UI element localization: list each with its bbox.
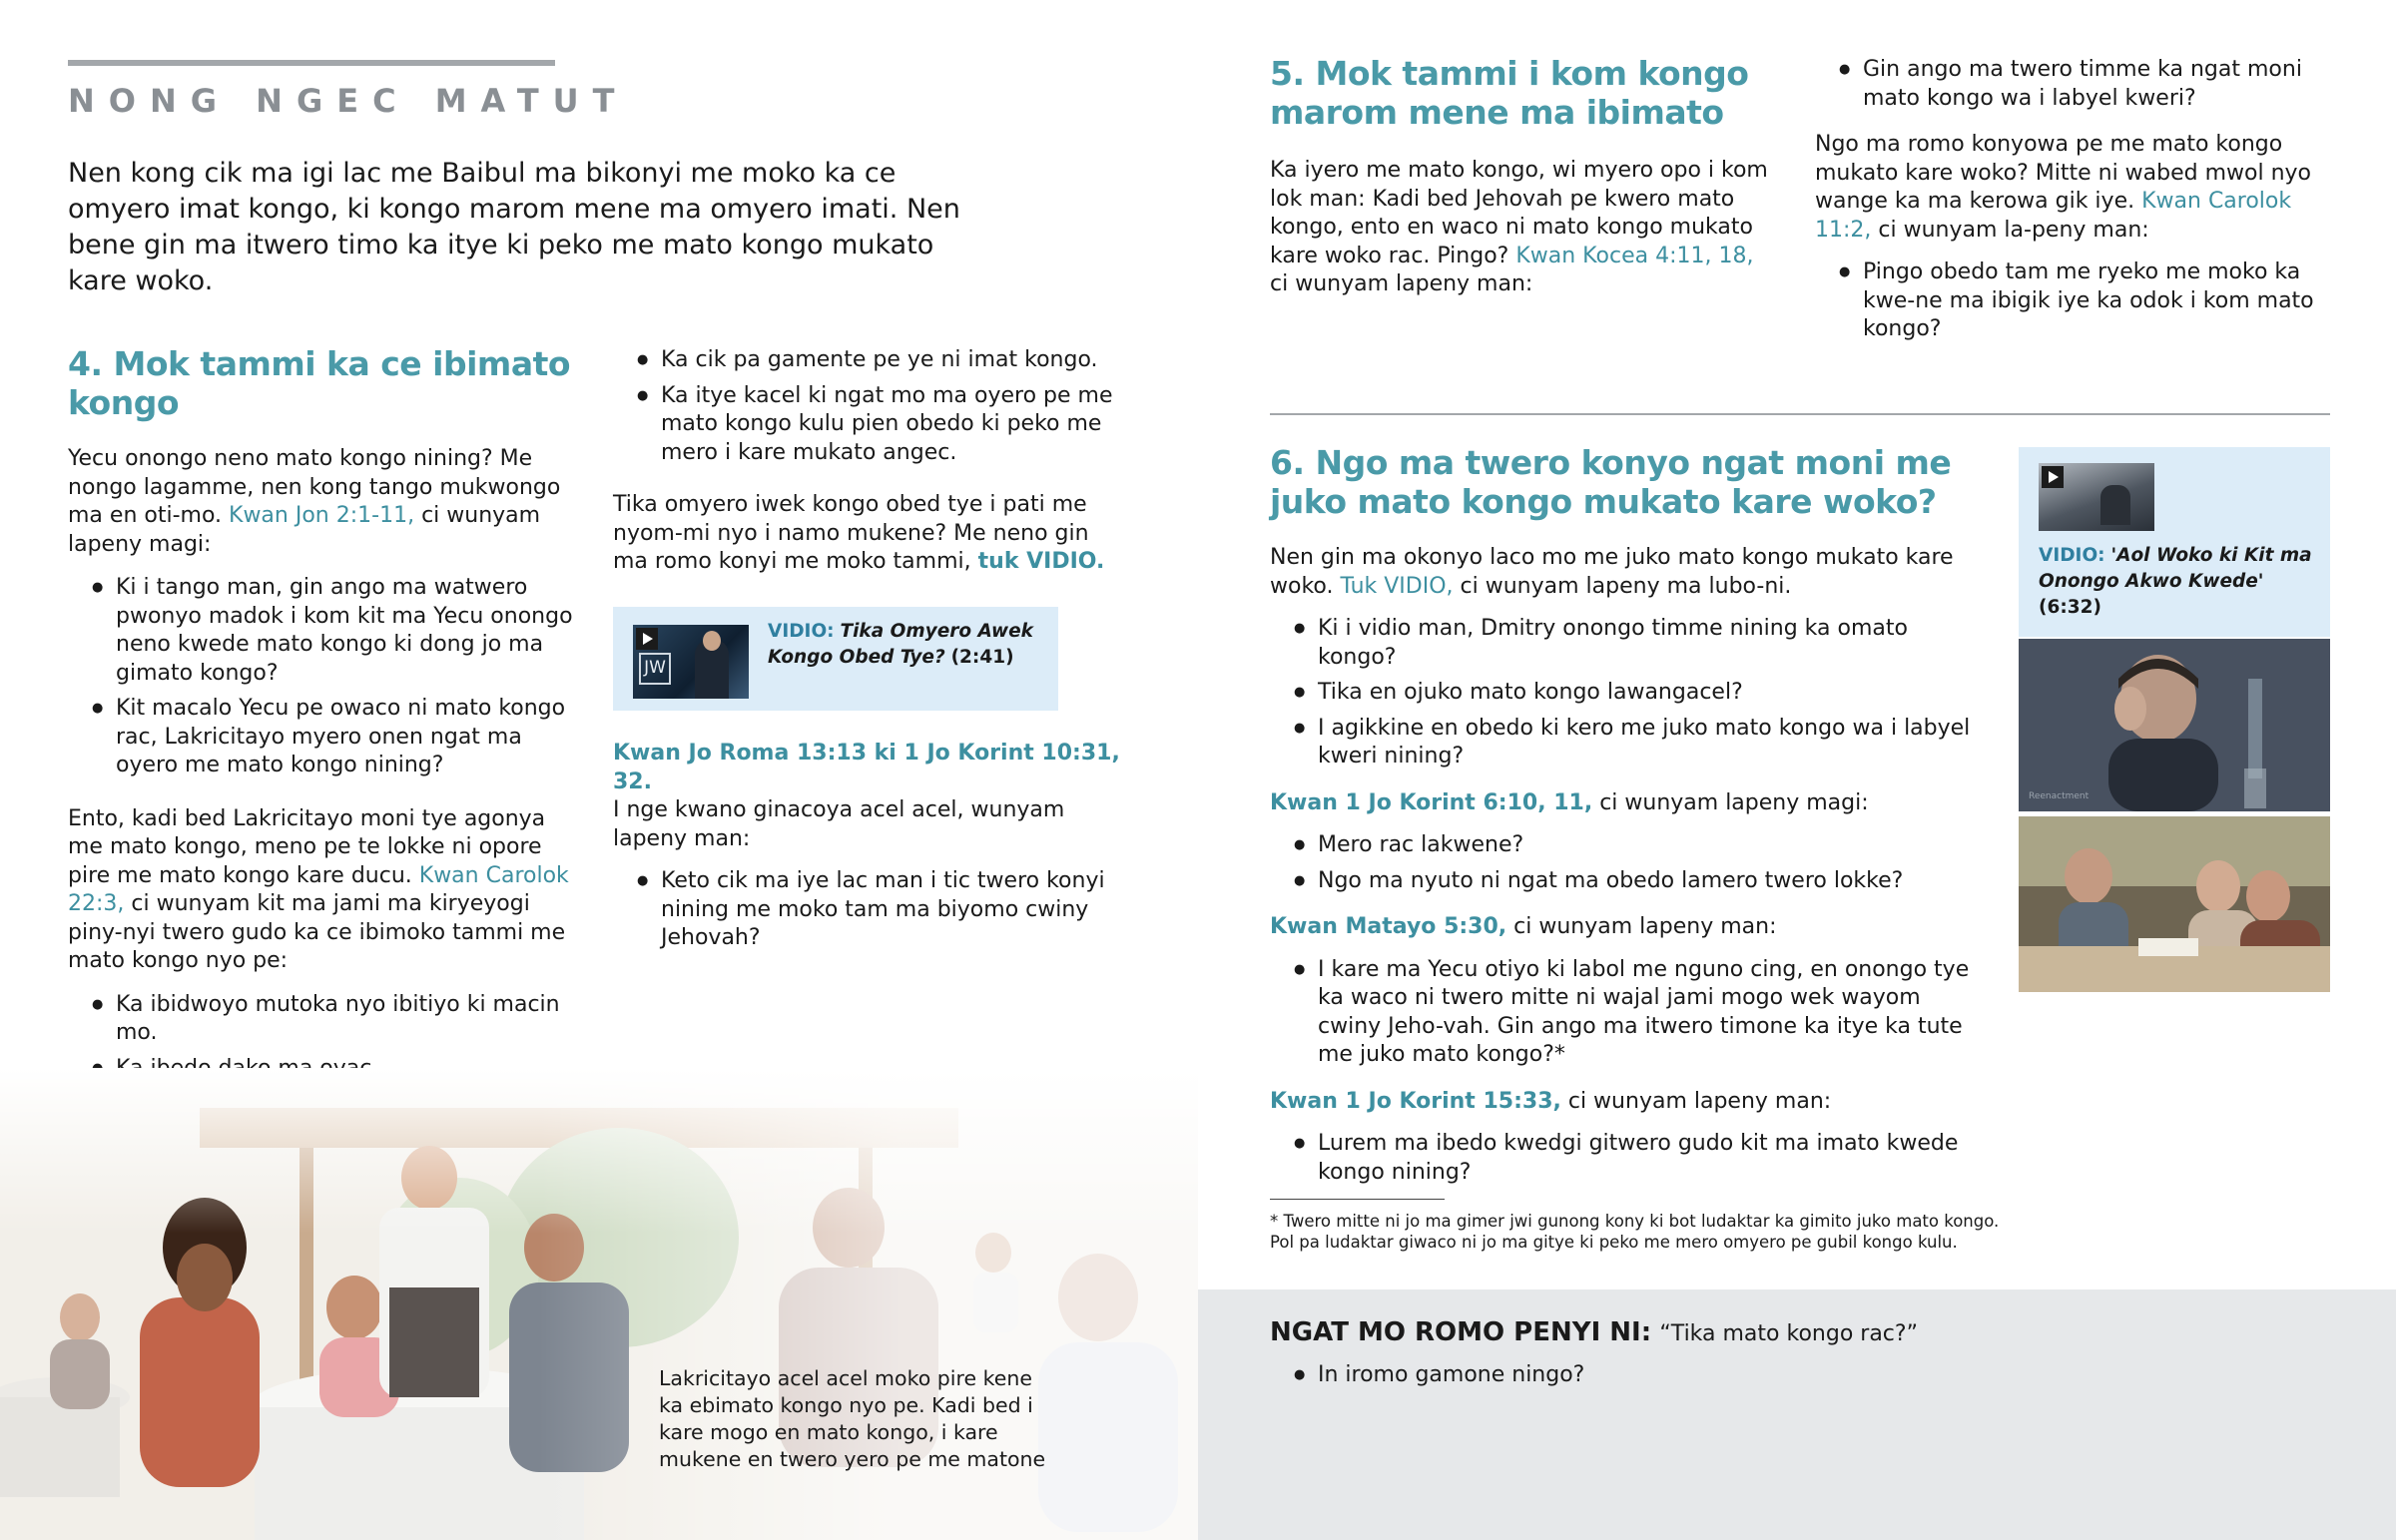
section-5-paragraph-2: Ngo ma romo konyowa pe me mato kongo mukato kare woko? Mitte ni wabed mwol nyo wange ka ma kerowa gik iye. Kwan Carolok 11:2, ci wunyam la-peny man:: [1815, 132, 2312, 243]
question-list: [1270, 831, 1979, 895]
conversation-prompt: NGAT MO ROMO PENYI NI: “Tika mato kongo rac?”: [1270, 1317, 1918, 1347]
question-item: ● I agikkine en obedo ki kero me juko mato kongo wa i labyel kweri nining?: [1270, 715, 1979, 771]
scripture-link[interactable]: Kwan Carolok 11:2,: [1815, 189, 2292, 243]
question-item: ● Mero rac lakwene?: [1270, 831, 1979, 860]
question-list: [1270, 956, 1979, 1070]
question-list: [1270, 615, 1979, 771]
section-4-paragraph-2: Ento, kadi bed Lakricitayo moni tye agonya me mato kongo, meno pe te lokke ni opore pire me mato kongo kare ducu. Kwan Carolok 22:3, ci wunyam kit ma jami ma kiryeyogi piny-nyi twero gudo ka ce ibimoko tammi me mato kongo nyo pe:: [68, 805, 569, 973]
presenter-head: [703, 631, 721, 651]
conversation-box: [1198, 1289, 2396, 1540]
question-item: ● In iromo gamone ningo?: [1270, 1361, 1869, 1390]
video-caption: VIDIO: Tika Omyero Awek Kongo Obed Tye? (2:41): [768, 621, 1033, 668]
section-5-column-1: [1270, 157, 1769, 299]
question-list: [1270, 1130, 1979, 1187]
question-item: ● I kare ma Yecu otiyo ki labol me nguno cing, en onongo tye ka waco ni twero mitte ni wajal jami mogo wek wayom cwiny Jeho-vah. Gin ango ma itwero timone ka itye ka tute me juko mato kongo?*: [1270, 956, 1979, 1070]
question-item: ● Ngo ma nyuto ni ngat ma obedo lamero twero lokke?: [1270, 867, 1979, 896]
condition-item: ● Ka cik pa gamente pe ye ni imat kongo.: [613, 346, 1122, 375]
section-5-column-2: [1815, 56, 2334, 351]
question-item: ● Pingo obedo tam me ryeko me moko ka kwe-ne ma ibigik iye ka odok i kom mato kongo?: [1815, 258, 2334, 344]
video-thumbnail[interactable]: [2039, 463, 2154, 531]
jw-logo-icon: JW: [639, 653, 671, 685]
video-link[interactable]: Tuk VIDIO,: [1340, 573, 1454, 599]
video-still-man-drinking: [2019, 639, 2330, 811]
question-item: ● Keto cik ma iye lac man i tic twero konyi nining me moko tam ma biyomo cwiny Jehovah?: [613, 867, 1122, 953]
reenactment-label: Reenactment: [2029, 791, 2090, 801]
question-item: ● Lurem ma ibedo kwedgi gitwero gudo kit ma imato kwede kongo nining?: [1270, 1130, 1979, 1187]
scripture-link[interactable]: Kwan Jo Roma 13:13 ki 1 Jo Korint 10:31, 32.: [613, 741, 1120, 794]
video-still-family-study: [2019, 816, 2330, 992]
illustration-caption: Lakricitayo acel acel moko pire kene ka ebimato kongo nyo pe. Kadi bed i kare mogo en mato kongo, i kare mukene en twero yero pe me matone: [659, 1366, 1046, 1471]
footnote-rule: [1270, 1199, 1445, 1200]
section-4-paragraph-3: Tika omyero iwek kongo obed tye i pati me nyom-mi nyo i namo mukene? Me neno gin ma romo konyi me moko tammi, tuk VIDIO.: [613, 492, 1105, 574]
question-item: ● Ki i tango man, gin ango ma watwero pwonyo madok i kom kit ma Yecu onongo neno kwede mato kongo ki dong jo ma gimato kongo?: [68, 574, 577, 688]
video-link[interactable]: tuk VIDIO.: [977, 549, 1105, 574]
section-6-column: [1270, 544, 1979, 1194]
reading-instruction: I nge kwano ginacoya acel acel, wunyam lapeny man:: [613, 797, 1065, 851]
question-list: [68, 574, 577, 780]
section-divider: [1270, 413, 2330, 415]
scripture-link[interactable]: Kwan 1 Jo Korint 6:10, 11,: [1270, 789, 1593, 815]
figure-silhouette: [2100, 485, 2130, 525]
condition-list-continued: [613, 346, 1122, 467]
video-caption: VIDIO: 'Aol Woko ki Kit ma Onongo Akwo Kwede' (6:32): [2039, 545, 2312, 618]
play-icon[interactable]: [636, 628, 658, 650]
question-list: [613, 867, 1122, 953]
scripture-link[interactable]: Kwan Carolok 22:3,: [68, 862, 569, 916]
question-list: [1815, 56, 2334, 113]
scripture-link[interactable]: Kwan 1 Jo Korint 15:33,: [1270, 1088, 1561, 1114]
reading-instruction: Kwan Matayo 5:30, ci wunyam lapeny man:: [1270, 914, 1777, 939]
question-item: ● Tika en ojuko mato kongo lawangacel?: [1270, 679, 1979, 708]
question-list: [1270, 1361, 1869, 1397]
reading-instruction: Kwan 1 Jo Korint 6:10, 11, ci wunyam lapeny magi:: [1270, 789, 1869, 815]
section-5-paragraph-1: Ka iyero me mato kongo, wi myero opo i kom lok man: Kadi bed Jehovah pe kwero mato kongo, ento en waco ni mato kongo mukato kare woko rac. Pingo? Kwan Kocea 4:11, 18, ci wunyam lapeny man:: [1270, 158, 1768, 296]
scripture-link[interactable]: Kwan Kocea 4:11, 18,: [1515, 243, 1754, 268]
scripture-link[interactable]: Kwan Matayo 5:30,: [1270, 914, 1507, 939]
reading-instruction: Kwan 1 Jo Korint 15:33, ci wunyam lapeny man:: [1270, 1088, 1832, 1114]
section-4-column-2: [613, 346, 1122, 577]
video-thumbnail[interactable]: [633, 625, 749, 699]
video-card[interactable]: [2019, 447, 2330, 637]
video-card[interactable]: [613, 607, 1058, 711]
section-kicker: NONG NGEC MATUT: [68, 82, 629, 120]
condition-item: ● Ka ibidwoyo mutoka nyo ibitiyo ki macin mo.: [68, 991, 577, 1048]
question-item: ● Kit macalo Yecu pe owaco ni mato kongo rac, Lakricitayo myero onen ngat ma oyero me mato kongo nining?: [68, 695, 577, 780]
footnote: * Twero mitte ni jo ma gimer jwi gunong kony ki bot ludaktar ka gimito juko mato kongo. Pol pa ludaktar giwaco ni jo ma gitye ki peko me mero omyero pe gubil kongo kulu.: [1270, 1212, 2000, 1252]
section-6-paragraph-1: Nen gin ma okonyo laco mo me juko mato kongo mukato kare woko. Tuk VIDIO, ci wunyam lapeny ma lubo-ni.: [1270, 545, 1954, 599]
question-item: ● Ki i vidio man, Dmitry onongo timme nining ka omato kongo?: [1270, 615, 1979, 672]
section-4-column-2-lower: [613, 740, 1122, 960]
question-item: ● Gin ango ma twero timme ka ngat moni mato kongo wa i labyel kweri?: [1815, 56, 2334, 113]
section-6-title: 6. Ngo ma twero konyo ngat moni me juko mato kongo mukato kare woko?: [1270, 443, 1952, 521]
section-4-title: 4. Mok tammi ka ce ibimato kongo: [68, 344, 571, 422]
play-icon[interactable]: [2042, 466, 2064, 488]
section-4-paragraph-1: Yecu onongo neno mato kongo nining? Me nongo lagamme, nen kong tango mukwongo ma en oti-mo. Kwan Jon 2:1-11, ci wunyam lapeny magi:: [68, 446, 561, 557]
question-list: [1815, 258, 2334, 344]
intro-paragraph: Nen kong cik ma igi lac me Baibul ma bikonyi me moko ka ce omyero imat kongo, ki kongo marom mene ma omyero imati. Nen bene gin ma itwero timo ka itye ki peko me mato kongo mukato kare woko.: [68, 158, 960, 296]
scripture-link[interactable]: Kwan Jon 2:1-11,: [229, 503, 415, 528]
header-rule: [68, 60, 555, 66]
section-5-title: 5. Mok tammi i kom kongo marom mene ma ibimato: [1270, 54, 1749, 132]
condition-item: ● Ka itye kacel ki ngat mo ma oyero pe me mato kongo kulu pien obedo ki peko me mero i kare mukato angec.: [613, 382, 1122, 468]
